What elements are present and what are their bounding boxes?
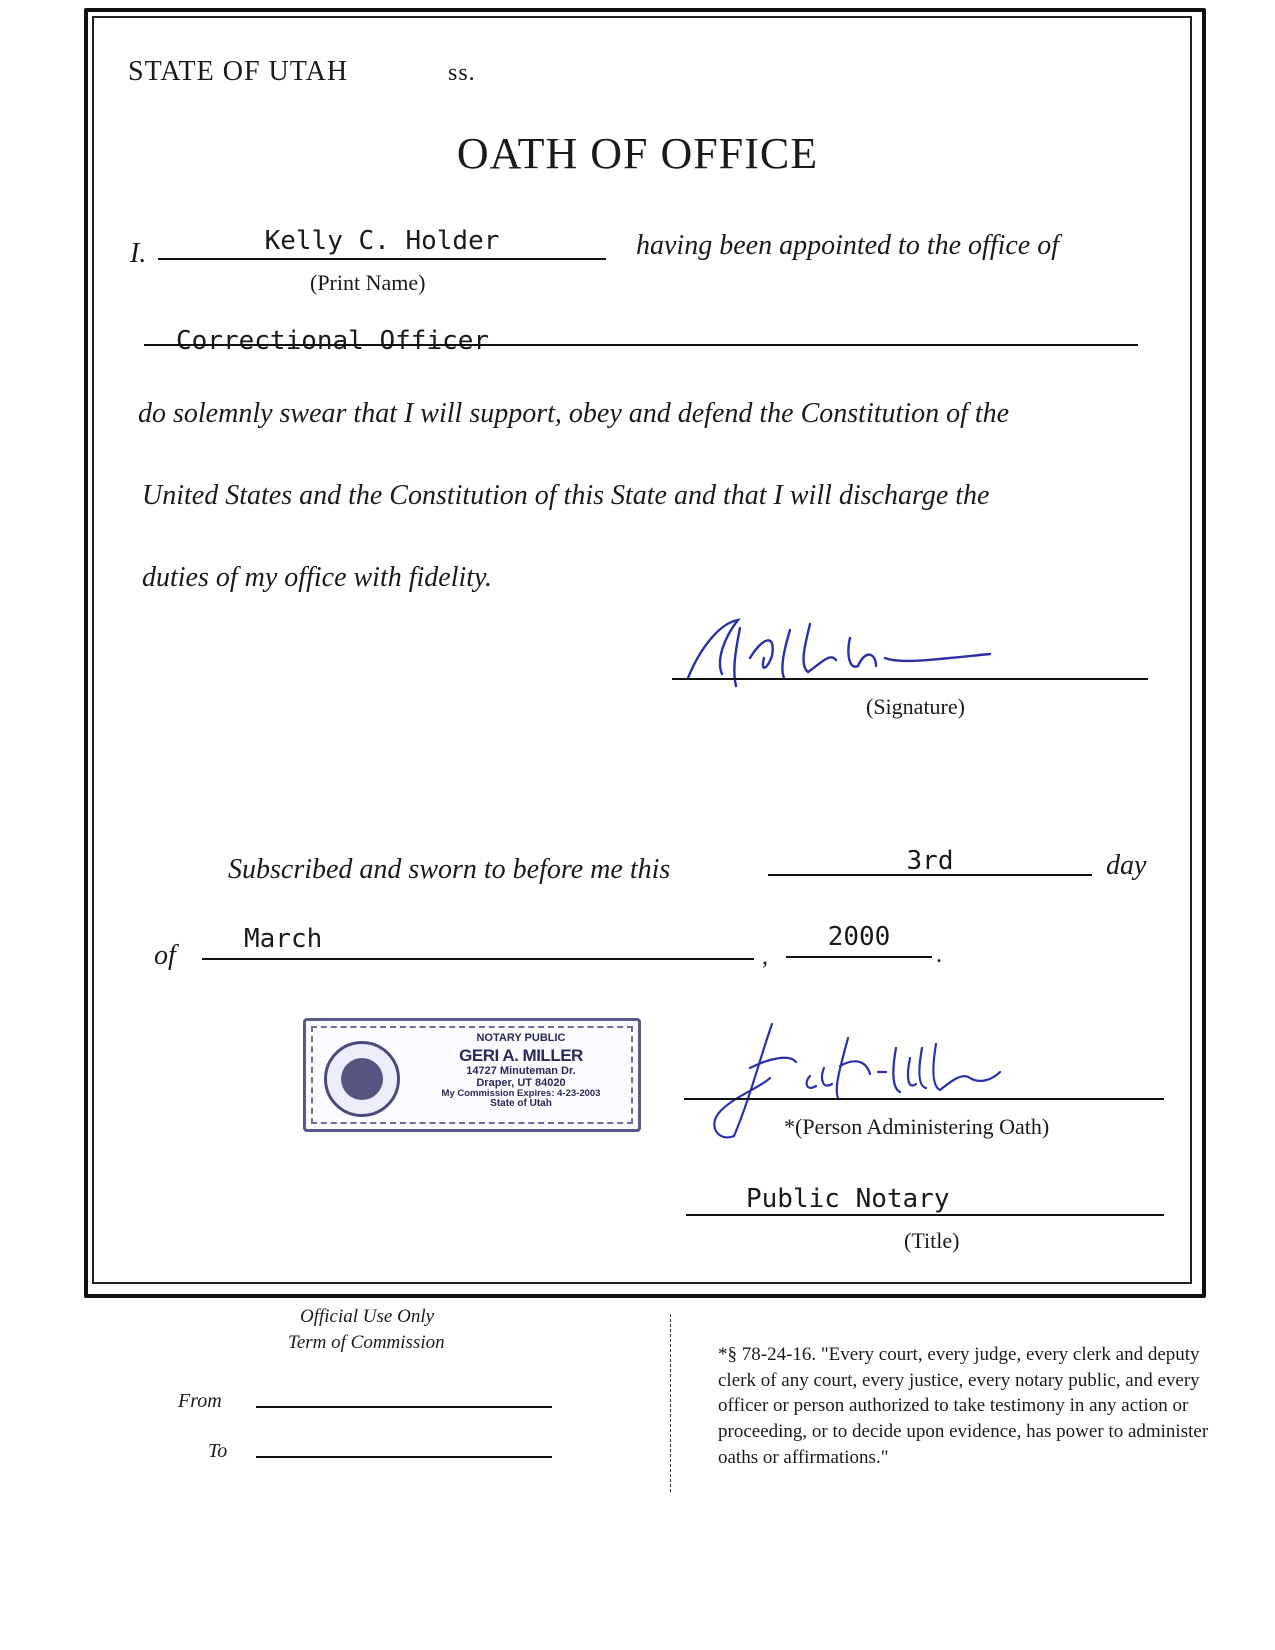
office-name: Correctional Officer (176, 326, 490, 356)
year-value: 2000 (827, 922, 891, 952)
pronoun-i: I. (130, 238, 147, 269)
from-line[interactable] (256, 1406, 552, 1408)
sworn-text: Subscribed and sworn to before me this (228, 854, 671, 885)
appointed-text: having been appointed to the office of (636, 230, 1060, 261)
title-value: Public Notary (746, 1184, 950, 1214)
oath-line-2: United States and the Constitution of this State and that I will discharge the (142, 480, 990, 511)
name-line (158, 258, 606, 260)
administrator-label: *(Person Administering Oath) (784, 1114, 1050, 1139)
administrator-line (684, 1098, 1164, 1100)
day-value: 3rd (906, 846, 954, 876)
year-line (786, 956, 932, 958)
state-seal-icon (324, 1041, 400, 1117)
to-line[interactable] (256, 1456, 552, 1458)
printed-name: Kelly C. Holder (264, 226, 500, 256)
title-label: (Title) (904, 1228, 960, 1253)
ss-label: ss. (448, 60, 476, 86)
oath-line-1: do solemnly swear that I will support, obey and defend the Constitution of the (138, 398, 1010, 429)
print-name-label: (Print Name) (310, 270, 426, 295)
stamp-line-5: My Commission Expires: 4-23-2003 (441, 1088, 601, 1100)
from-label: From (178, 1390, 222, 1412)
month-value: March (244, 924, 323, 954)
notary-stamp (303, 1018, 641, 1132)
oath-line-3: duties of my office with fidelity. (142, 562, 492, 593)
to-label: To (208, 1440, 228, 1462)
statute-footnote: *§ 78-24-16. "Every court, every judge, every clerk and deputy clerk of any court, every justice, every notary public, and every officer or person authorized to take testimony in any action or proceeding, or to decide upon evidence, has power to administer oaths or affirmations." (718, 1344, 1209, 1468)
state-heading: STATE OF UTAH (128, 56, 349, 87)
day-label: day (1106, 850, 1147, 881)
document-title: OATH OF OFFICE (456, 129, 819, 178)
official-use-title: Official Use Only (300, 1306, 435, 1327)
stamp-line-2: GERI A. MILLER (459, 1045, 583, 1065)
stamp-line-4: Draper, UT 84020 (476, 1076, 566, 1089)
signature-line (672, 678, 1148, 680)
stamp-line-3: 14727 Minuteman Dr. (466, 1065, 576, 1078)
section-divider (670, 1314, 671, 1492)
of-label: of (154, 940, 176, 971)
office-line (144, 344, 1138, 346)
term-of-commission: Term of Commission (288, 1332, 445, 1353)
officer-signature (680, 608, 1040, 698)
signature-label: (Signature) (866, 694, 965, 719)
comma-mark: , (762, 944, 768, 970)
day-line (768, 874, 1092, 876)
stamp-line-1: NOTARY PUBLIC (476, 1032, 566, 1044)
period-mark: . (936, 942, 942, 968)
month-line (202, 958, 754, 960)
stamp-line-6: State of Utah (490, 1098, 552, 1110)
title-line (686, 1214, 1164, 1216)
